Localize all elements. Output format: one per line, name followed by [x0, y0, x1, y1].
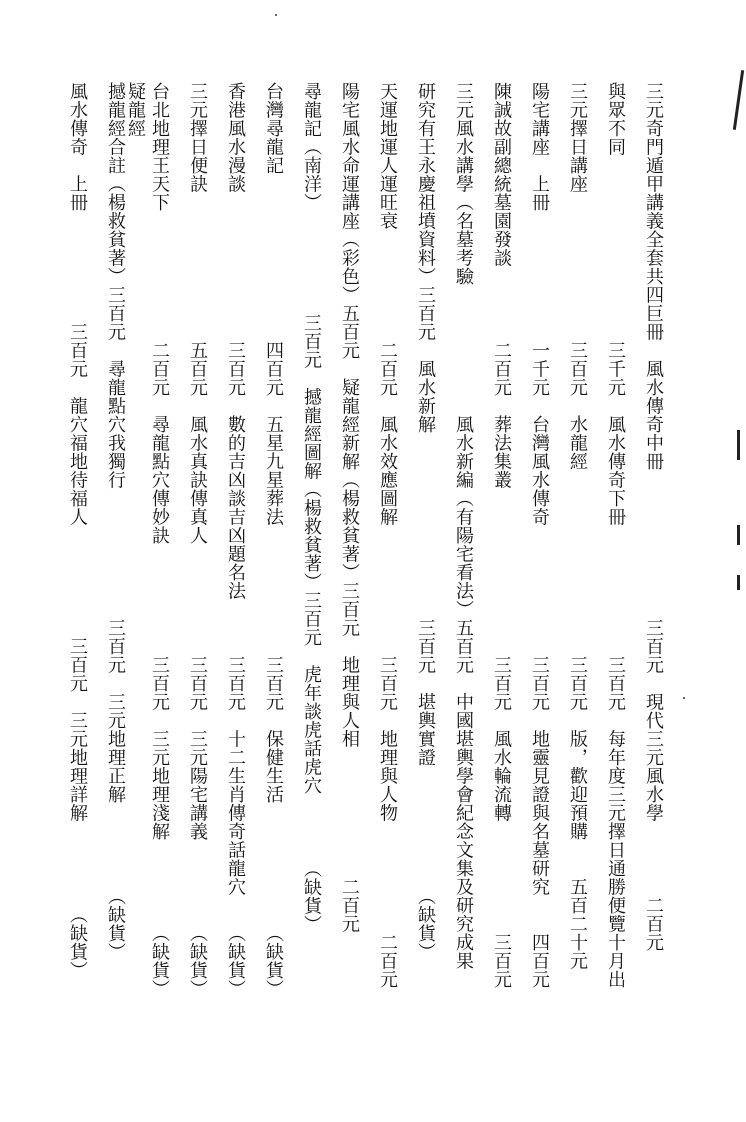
list-column: 三元奇門遁甲講義全套共四巨冊 風水傳奇中冊 三百元 現代三元風水學 二百元	[643, 82, 664, 952]
list-column: 研究有王永慶祖墳資料）三百元 風水新解 三百元 堪輿實證 （缺貨）	[415, 82, 436, 961]
list-column: 疑龍經	[125, 82, 146, 138]
list-column: 天運地運人運旺衰 二百元 風水效應圖解 三百元 地理與人物 二百元	[377, 82, 398, 989]
list-column: 陳誠故副總統墓園發談 二百元 葬法集叢 三百元 風水輪流轉 三百元	[491, 82, 512, 989]
scan-speck	[275, 14, 277, 16]
scan-edge-mark	[737, 575, 740, 590]
list-column: 陽宅講座 上冊 一千元 台灣風水傳奇 三百元 地靈見證與名墓研究 四百元	[529, 82, 550, 989]
list-column: 撼龍經合註（楊救貧著）三百元 尋龍點穴我獨行 三百元 三元地理正解 （缺貨）	[105, 82, 126, 961]
scan-edge-mark	[733, 70, 744, 130]
list-column: 香港風水漫談 三百元 數的吉凶談吉凶題名法 三百元 十二生肖傳奇話龍穴 （缺貨）	[225, 82, 246, 998]
list-column: 台北地理王天下 二百元 尋龍點穴傳妙訣 三百元 三元地理淺解 （缺貨）	[149, 82, 170, 998]
list-column: 陽宅風水命運講座（彩色）五百元 疑龍經新解（楊救貧著）三百元 地理與人相 二百元	[339, 82, 360, 933]
list-column: 台灣尋龍記 四百元 五星九星葬法 三百元 保健生活 （缺貨）	[263, 82, 284, 998]
list-column: 與眾不同 三千元 風水傳奇下冊 三百元 每年度三元擇日通勝便覽十月出	[605, 82, 626, 989]
list-column: 三元擇日便訣 五百元 風水真訣傳真人 三百元 三元陽宅講義 （缺貨）	[187, 82, 208, 998]
list-column: 風水傳奇 上冊 三百元 龍穴福地待福人 三百元 三元地理詳解 （缺貨）	[67, 82, 88, 980]
list-column: 尋龍記（南洋） 三百元 撼龍經圖解（楊救貧著）三百元 虎年談虎話虎穴 （缺貨）	[301, 82, 322, 934]
list-column: 三元風水講學（名墓考驗 風水新編（有陽宅看法）五百元 中國堪輿學會紀念文集及研究成果	[453, 82, 474, 970]
scan-edge-mark	[737, 525, 740, 545]
scan-speck	[683, 697, 685, 699]
scan-edge-mark	[737, 430, 740, 460]
list-column: 三元擇日講座 三百元 水龍經 三百元 版，歡迎預購 五百二十元	[567, 82, 588, 970]
